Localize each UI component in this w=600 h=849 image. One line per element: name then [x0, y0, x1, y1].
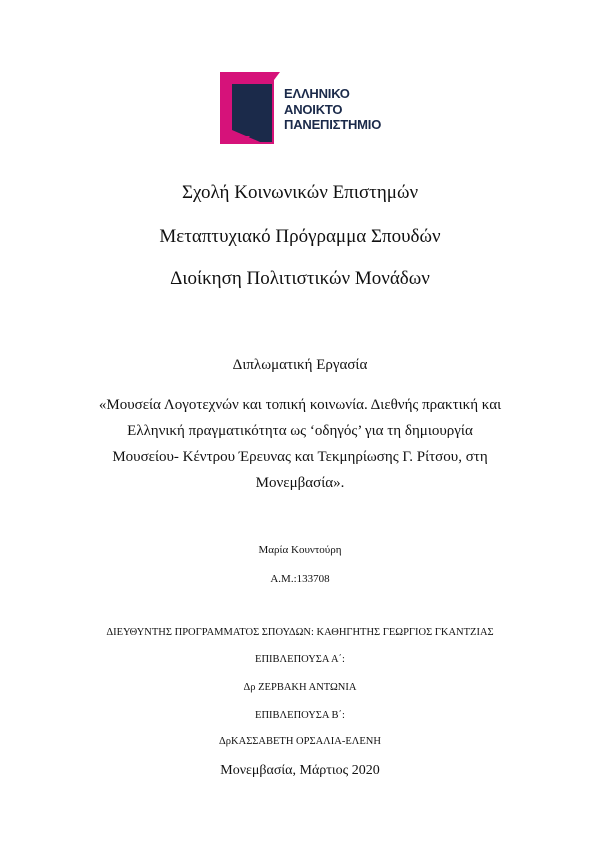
- thesis-title-line: Μονεμβασία».: [255, 475, 345, 491]
- program-director: ΔΙΕΥΘΥΝΤΗΣ ΠΡΟΓΡΑΜΜΑΤΟΣ ΣΠΟΥΔΩΝ: ΚΑΘΗΓΗΤΗΣ ΓΕΩΡΓΙΟΣ ΓΚΑΝΤΖΙΑΣ: [106, 627, 494, 638]
- logo-line: ΑΝΟΙΚΤΟ: [284, 101, 343, 117]
- university-logo: [220, 72, 410, 144]
- logo-mark-icon: [220, 72, 280, 144]
- logo-line: ΕΛΛΗΝΙΚΟ: [284, 86, 350, 101]
- school-name: Σχολή Κοινωνικών Επιστημών: [181, 182, 419, 203]
- thesis-label: Διπλωματική Εργασία: [232, 357, 368, 373]
- specialization-name: Διοίκηση Πολιτιστικών Μονάδων: [170, 268, 430, 289]
- supervisor-b-name: ΔρΚΑΣΣΑΒΕΤΗ ΟΡΣΑΛΙΑ-ΕΛΕΝΗ: [219, 736, 381, 747]
- supervisor-b-label: ΕΠΙΒΛΕΠΟΥΣΑ Β΄:: [255, 710, 345, 721]
- thesis-title-line: Ελληνική πραγματικότητα ως ‘οδηγός’ για τη δημιουργία: [127, 423, 473, 439]
- program-name: Μεταπτυχιακό Πρόγραμμα Σπουδών: [159, 226, 441, 247]
- registration-number: Α.Μ.:133708: [270, 573, 330, 585]
- logo-wordmark: [284, 86, 381, 133]
- supervisor-a-label: ΕΠΙΒΛΕΠΟΥΣΑ Α΄:: [255, 654, 345, 665]
- logo-line: ΠΑΝΕΠΙΣΤΗΜΙΟ: [284, 117, 382, 132]
- thesis-title: [80, 392, 520, 496]
- author-name: Μαρία Κουντούρη: [258, 544, 342, 556]
- thesis-title-line: Μουσείου- Κέντρου Έρευνας και Τεκμηρίωσης Γ. Ρίτσου, στη: [112, 449, 488, 465]
- supervisor-a-name: Δρ ΖΕΡΒΑΚΗ ΑΝΤΩΝΙΑ: [243, 682, 357, 693]
- thesis-title-line: «Μουσεία Λογοτεχνών και τοπική κοινωνία. Διεθνής πρακτική και: [98, 397, 502, 413]
- place-and-date: Μονεμβασία, Μάρτιος 2020: [220, 763, 380, 778]
